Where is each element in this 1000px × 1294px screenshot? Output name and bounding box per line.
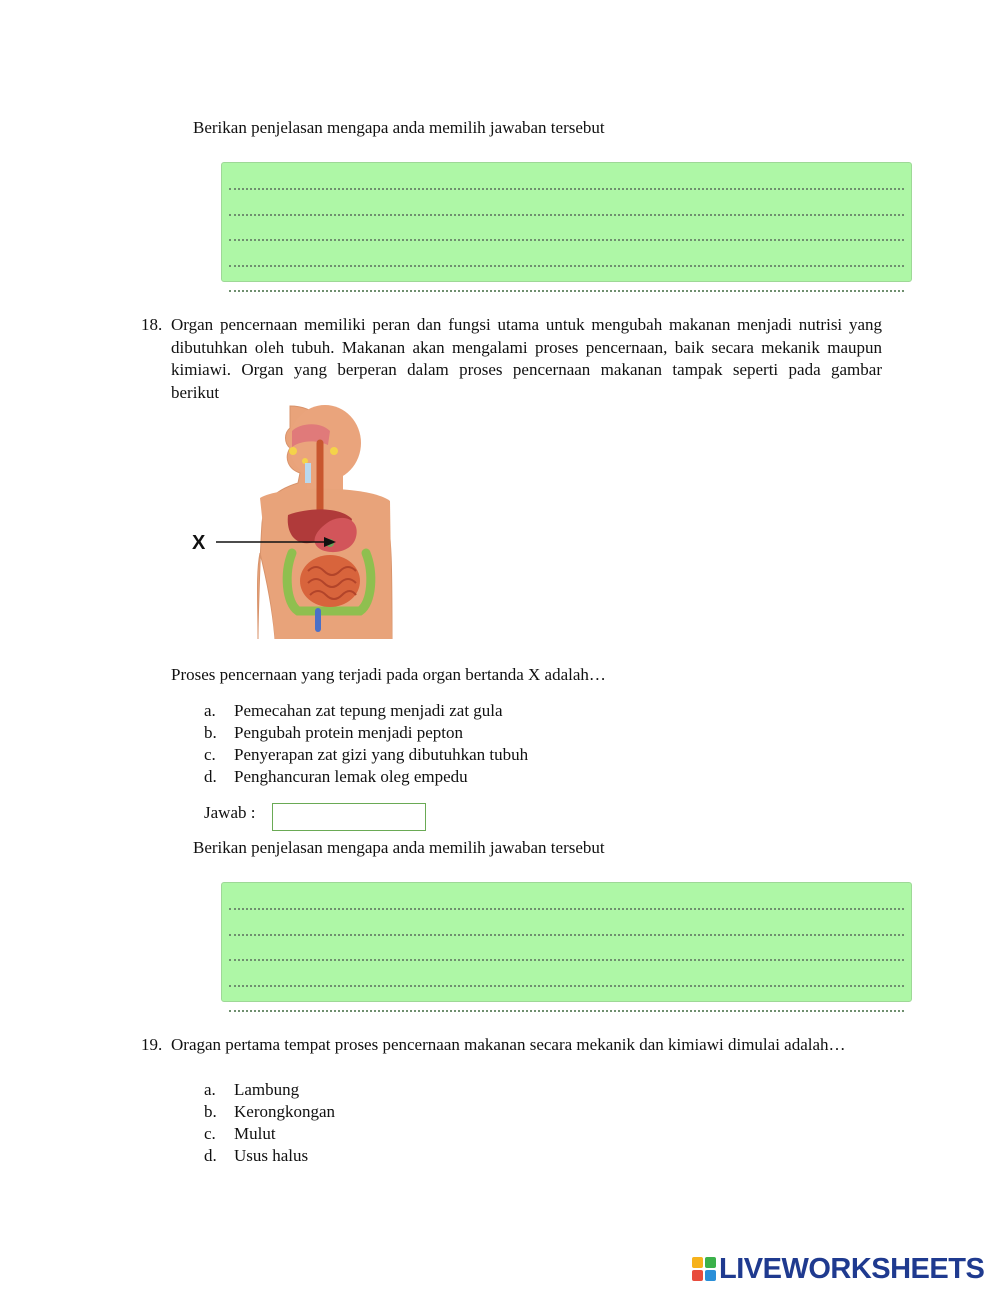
option-text: Pengubah protein menjadi pepton: [234, 723, 463, 742]
option-text: Mulut: [234, 1124, 276, 1143]
question-18-prompt: Proses pencernaan yang terjadi pada organ bertanda X adalah…: [171, 665, 606, 684]
option-text: Penghancuran lemak oleg empedu: [234, 767, 468, 786]
answer-input[interactable]: [272, 803, 426, 831]
option-c[interactable]: [204, 744, 528, 766]
option-text: Penyerapan zat gizi yang dibutuhkan tubuh: [234, 745, 529, 764]
answer-label: Jawab :: [204, 803, 256, 822]
option-d[interactable]: [204, 766, 468, 788]
option-b[interactable]: [204, 1101, 335, 1123]
dotted-line: [229, 241, 904, 266]
dotted-line: [229, 961, 904, 986]
option-text: Usus halus: [234, 1146, 309, 1165]
liveworksheets-logo: [692, 1253, 990, 1285]
explanation-textarea-q18[interactable]: [221, 882, 912, 1002]
question-18-line: Organ pencernaan memiliki peran dan fungsi utama untuk mengubah makanan menjadi nutrisi yang: [171, 315, 882, 334]
question-18-number: 18.: [141, 315, 163, 334]
dotted-line: [229, 910, 904, 935]
option-letter: c.: [204, 1124, 216, 1143]
explain-prompt-q18: Berikan penjelasan mengapa anda memilih jawaban tersebut: [193, 838, 605, 857]
marker-x-label: X: [192, 532, 206, 554]
question-19-text: Oragan pertama tempat proses pencernaan makanan secara mekanik dan kimiawi dimulai adalah…: [171, 1035, 846, 1054]
dotted-line: [229, 936, 904, 961]
option-text: Lambung: [234, 1080, 300, 1099]
option-text: Kerongkongan: [234, 1102, 336, 1121]
question-18-line: berikut: [171, 382, 220, 402]
option-letter: b.: [204, 1102, 217, 1121]
dotted-line: [229, 190, 904, 215]
dotted-line: [229, 165, 904, 190]
option-letter: a.: [204, 701, 216, 720]
dotted-line: [229, 267, 904, 292]
digestive-system-figure: [180, 403, 405, 639]
option-text: Pemecahan zat tepung menjadi zat gula: [234, 701, 503, 720]
question-19-number: 19.: [141, 1035, 163, 1054]
option-a[interactable]: [204, 1079, 299, 1101]
option-letter: d.: [204, 1146, 217, 1165]
explain-prompt-top: Berikan penjelasan mengapa anda memilih jawaban tersebut: [193, 118, 605, 137]
option-b[interactable]: [204, 722, 463, 744]
question-18-line: kimiawi. Organ yang berperan dalam proses pencernaan makanan tampak seperti pada gambar: [171, 360, 882, 379]
option-d[interactable]: [204, 1145, 308, 1167]
option-letter: c.: [204, 745, 216, 764]
logo-text: LIVEWORKSHEETS: [719, 1252, 985, 1285]
question-18-line: dibutuhkan oleh tubuh. Makanan akan mengalami proses pencernaan, baik secara mekanik maupun: [171, 337, 882, 357]
option-letter: a.: [204, 1080, 216, 1099]
explanation-textarea-top[interactable]: [221, 162, 912, 282]
question-18-text: [171, 314, 882, 404]
option-c[interactable]: [204, 1123, 276, 1145]
option-letter: d.: [204, 767, 217, 786]
liveworksheets-logo-icon: [692, 1257, 716, 1281]
dotted-line: [229, 216, 904, 241]
dotted-line: [229, 987, 904, 1012]
option-letter: b.: [204, 723, 217, 742]
dotted-line: [229, 885, 904, 910]
option-a[interactable]: [204, 700, 503, 722]
